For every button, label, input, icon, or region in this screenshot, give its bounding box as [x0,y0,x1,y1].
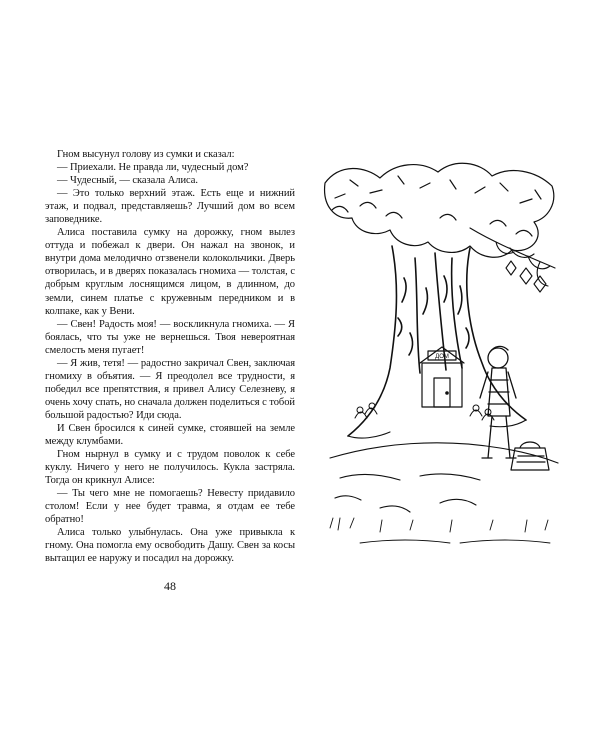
paragraph: — Ты чего мне не помогаешь? Невесту придавило столом! Если у нее будет травма, я отдам ее тебе обратно! [45,488,295,526]
page-text [45,148,295,566]
page-number: 48 [164,579,176,593]
illustration-tree-house [320,158,560,553]
paragraph: Гном нырнул в сумку и с трудом поволок к себе куклу. Ничего у него не получилось. Кукла застряла. Тогда он крикнул Алисе: [45,449,295,487]
grass [330,518,550,543]
paragraph: — Я жив, тетя! — радостно закричал Свен, заключая гномиху в объятия. — Я преодолел все трудности, я победил все препятствия, я привел Алису Селезневу, я очень хочу спать, но сначала должен поделиться с тобой большой радостью? Иди сюда. [45,357,295,421]
left-page [45,148,295,608]
right-page [320,158,560,553]
house-sign: ДОМ [435,354,449,360]
foliage [325,163,554,257]
paragraph: — Чудесный, — сказала Алиса. [57,175,198,187]
paragraph: Алиса поставила сумку на дорожку, гном вылез оттуда и побежал к двери. Он нажал на звонок, и внутри дома мелодично отзвенели колокольчики. Дверь отворилась, и в дверях показалась гномиха — толстая, с добрым круглым лоснящимся лицом, в длинном, до земли, синем платье с кружевным передником и в колпаке, как у Вени. [45,227,295,317]
ground [330,420,558,512]
paragraph: И Свен бросился к синей сумке, стоявшей на земле между клумбами. [45,422,295,448]
right-branch [470,228,555,292]
paragraph: — Приехали. Не правда ли, чудесный дом? [57,162,249,174]
bag [511,442,549,470]
paragraph: Гном высунул голову из сумки и сказал: [57,149,235,160]
girl-figure [480,346,516,458]
paragraph: — Это только верхний этаж. Есть еще и нижний этаж, и подвал, представляешь? Лучший дом во всем заповеднике. [45,188,295,226]
paragraph: Алиса только улыбнулась. Она уже привыкла к гному. Она помогла ему освободить Дашу. Свен за косы вытащил ее наружу и посадил на дорожку. [45,527,295,565]
paragraph: — Свен! Радость моя! — воскликнула гномиха. — Я боялась, что ты уже не вернешься. Твоя невероятная смелость меня пугает! [45,318,295,356]
